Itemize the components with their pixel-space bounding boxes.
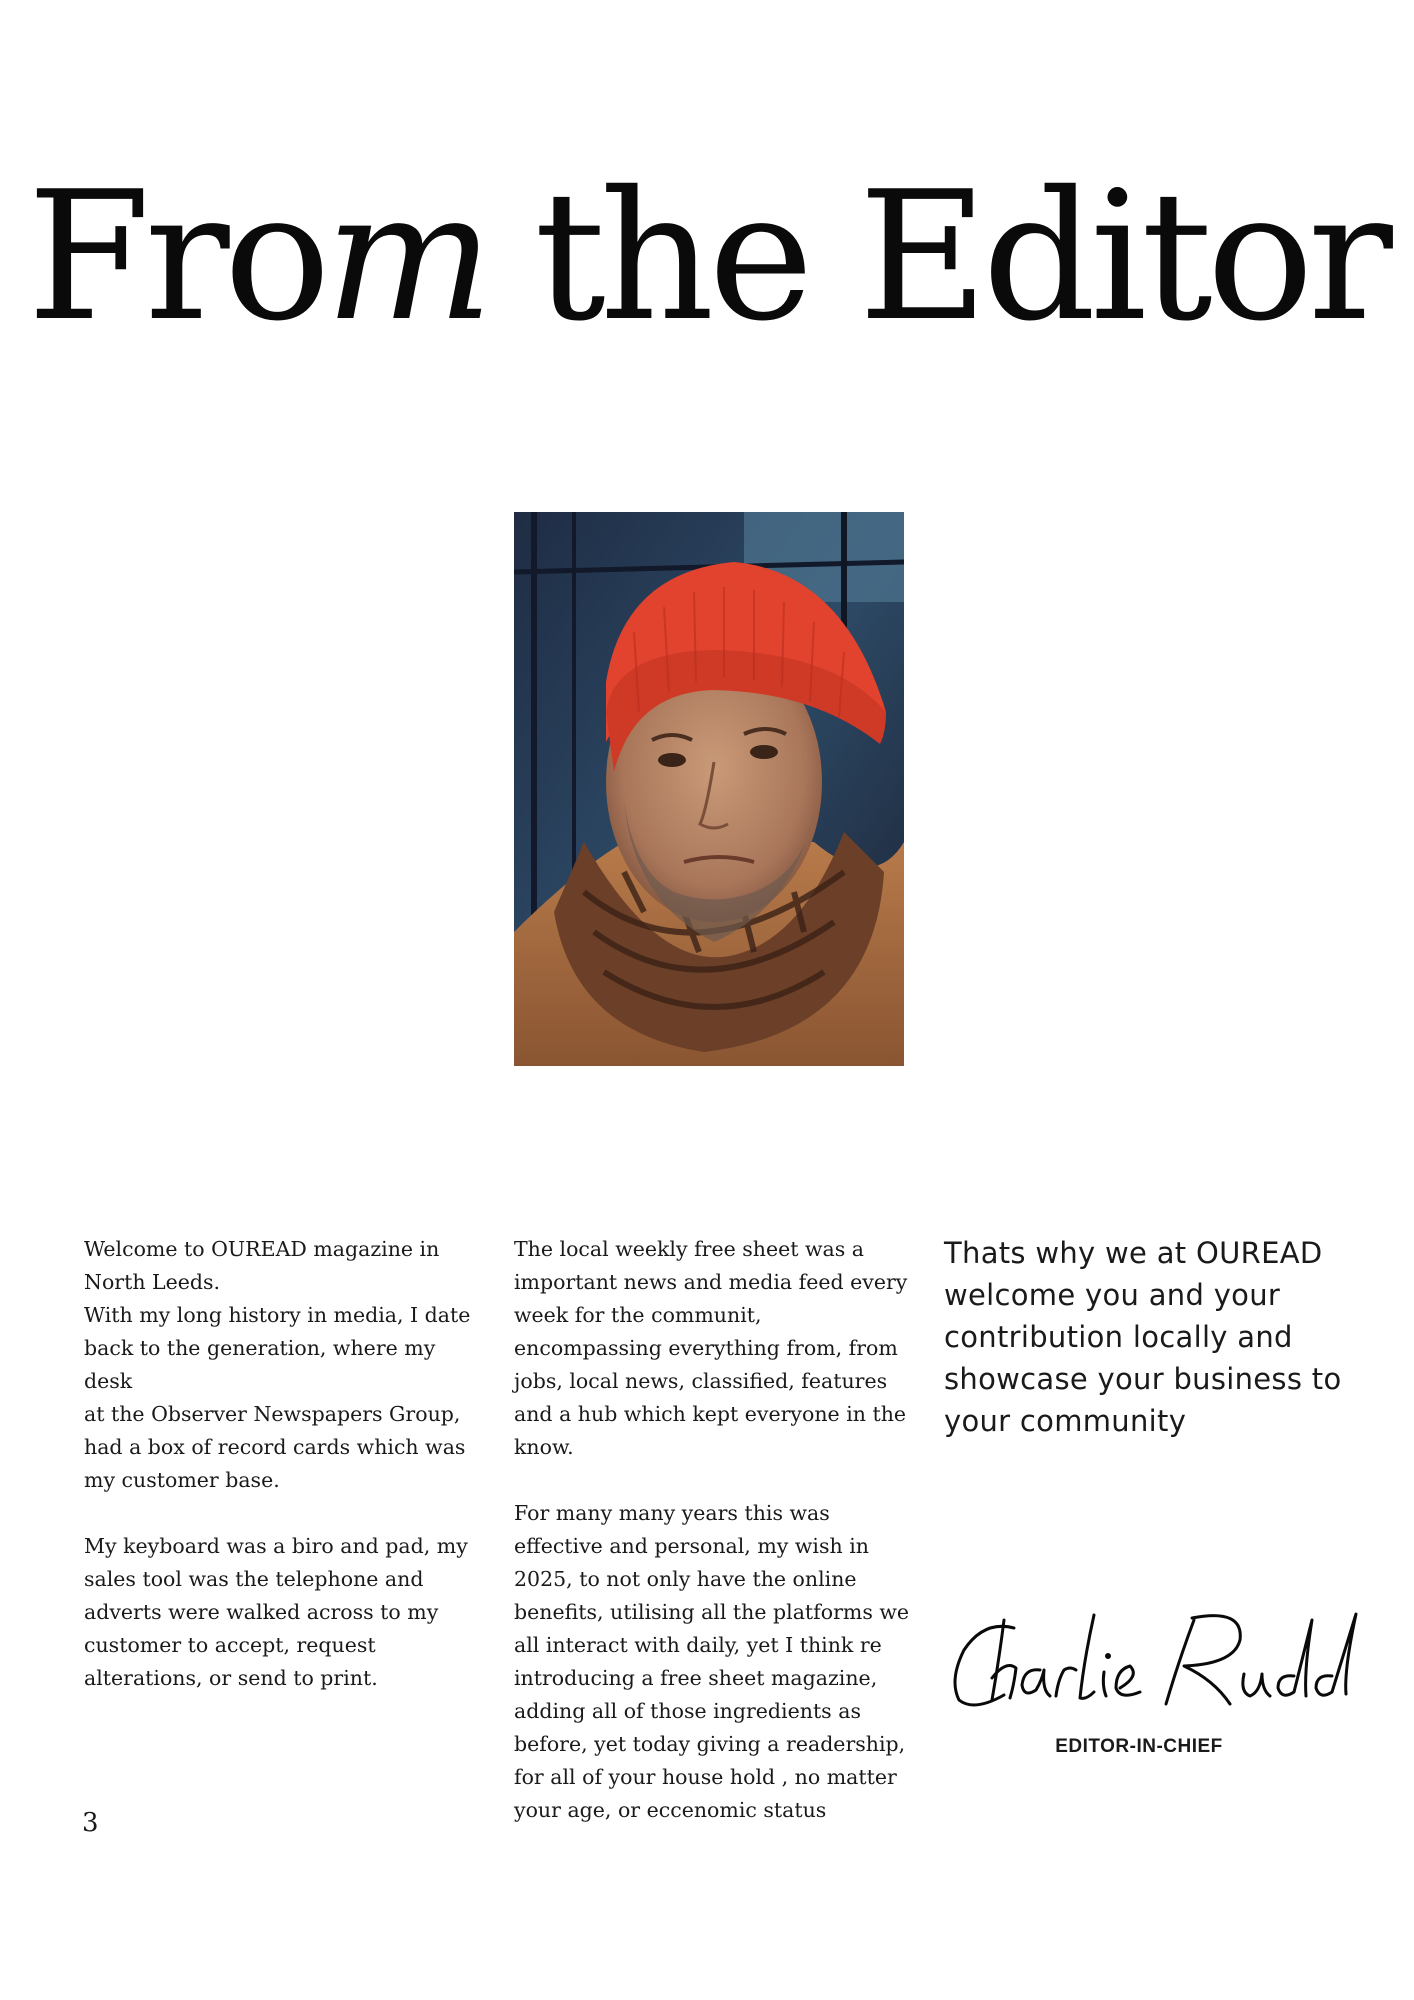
title-part-the-editor: the Editor — [483, 153, 1387, 360]
signature-charlie-rudd — [944, 1600, 1364, 1720]
body-column-1 — [84, 1233, 484, 1728]
column2-paragraph-2: For many many years this was effective and personal, my wish in 2025, to not only have the online benefits, utilising all the platforms we all interact with daily, yet I think re introducing a free sheet magazine, adding all of those ingredients as before, yet today giving a readership, for all of your house hold , no matter your age, or eccenomic status — [514, 1501, 910, 1822]
column1-paragraph-2: My keyboard was a biro and pad, my sales tool was the telephone and adverts were walked across to my customer to accept, request alterations, or send to print. — [84, 1534, 468, 1690]
title-part-m-italic: m — [324, 153, 484, 360]
editor-role-label: EDITOR-IN-CHIEF — [1055, 1736, 1223, 1757]
editor-portrait-photo — [514, 512, 904, 1066]
column1-paragraph-1: Welcome to OUREAD magazine in North Leeds. With my long history in media, I date back to the generation, where my desk at the Observer Newspapers Group, had a box of record cards which was my customer base. — [84, 1237, 471, 1492]
pull-quote: Thats why we at OUREAD welcome you and your contribution locally and showcase your business to your community — [944, 1236, 1342, 1438]
page-title — [0, 153, 1414, 360]
column2-paragraph-1: The local weekly free sheet was a important news and media feed every week for the communit, encompassing everything from, from jobs, local news, classified, features and a hub which kept everyone in the know. — [514, 1237, 908, 1459]
body-column-2 — [514, 1233, 914, 1860]
page-number: 3 — [82, 1808, 99, 1838]
title-part-fro: Fro — [27, 153, 325, 360]
